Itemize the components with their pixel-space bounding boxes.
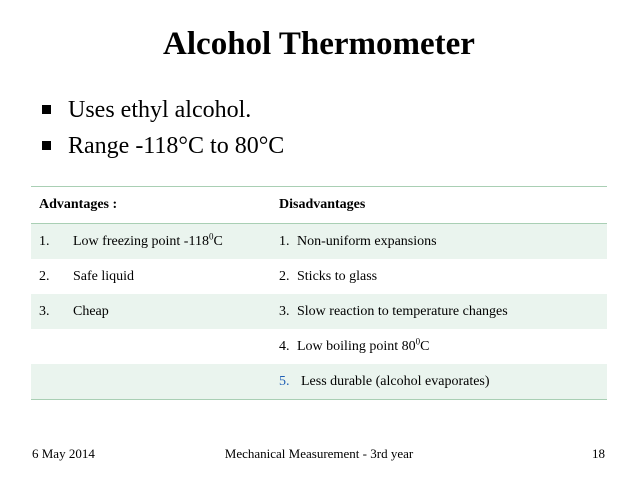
disadvantage-cell [278,224,607,260]
disadvantage-cell [278,329,607,364]
header-disadvantages [278,187,607,224]
disadvantage-cell [278,259,607,294]
table-row [31,259,607,294]
bullet-text: Uses ethyl alcohol. [68,97,252,123]
advantage-cell [31,224,278,260]
disadvantage-cell [278,364,607,399]
advantage-number: 1. [39,233,50,249]
table-row [31,224,607,260]
advantage-cell [31,329,278,364]
bullet-item [42,92,284,128]
disadvantage-text: Slow reaction to temperature changes [297,303,508,319]
advantage-cell [31,364,278,399]
header-disadvantages-label: Disadvantages [279,197,366,212]
comparison-table [31,186,607,400]
slide-title: Alcohol Thermometer [163,26,475,62]
bullet-text: Range -118°C to 80°C [68,133,285,159]
header-advantages [31,187,278,224]
disadvantage-text: Sticks to glass [297,268,378,284]
table-grid [31,187,607,399]
advantage-text: Safe liquid [73,268,135,284]
disadvantage-number: 2. [279,268,290,284]
disadvantage-number: 3. [279,303,290,319]
disadvantage-cell [278,294,607,329]
bullet-item [42,128,284,164]
disadvantage-number: 5. [279,373,290,389]
bullet-list [42,92,284,164]
footer-page-number: 18 [592,446,605,461]
disadvantage-text: Non-uniform expansions [297,233,437,249]
disadvantage-number: 1. [279,233,290,249]
disadvantage-number: 4. [279,338,290,354]
disadvantage-text: Low boiling point $80^0C$ [297,335,430,354]
footer-date: 6 May 2014 [32,446,95,461]
advantage-number: 2. [39,268,50,284]
disadvantage-text: Less durable (alcohol evaporates) [301,373,490,389]
advantage-text: Cheap [73,303,109,319]
footer-course: Mechanical Measurement - 3rd year [224,446,414,461]
table-row [31,364,607,399]
table-row [31,294,607,329]
square-bullet-icon [42,141,51,150]
header-advantages-label: Advantages : [39,197,118,212]
advantage-number: 3. [39,303,50,319]
table-header-row [31,187,607,224]
advantage-cell [31,259,278,294]
advantage-text: Low freezing point $-118^0C$ [73,230,223,249]
advantage-cell [31,294,278,329]
square-bullet-icon [42,105,51,114]
table-row [31,329,607,364]
